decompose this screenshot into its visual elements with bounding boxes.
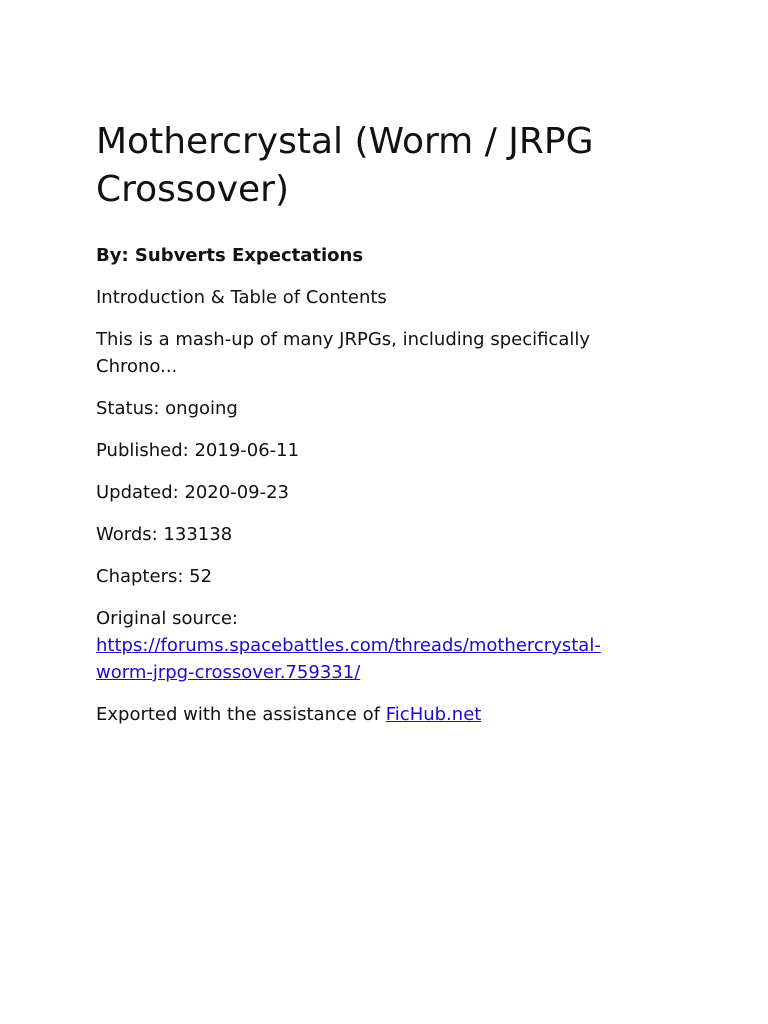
toc-heading: Introduction & Table of Contents <box>96 287 387 308</box>
source-link-line1: https://forums.spacebattles.com/threads/mothercrystal- <box>96 635 601 656</box>
author-line: By: Subverts Expectations <box>96 245 364 266</box>
source-block <box>96 605 672 686</box>
status-text: Status: ongoing <box>96 398 238 419</box>
fichub-link[interactable]: FicHub.net <box>385 704 482 725</box>
published-date: Published: 2019-06-11 <box>96 440 300 461</box>
word-count: Words: 133138 <box>96 524 233 545</box>
source-link[interactable] <box>96 635 601 683</box>
summary-text: This is a mash-up of many JRPGs, including specifically Chrono... <box>96 329 591 377</box>
export-credit <box>96 701 672 728</box>
updated-date: Updated: 2020-09-23 <box>96 482 290 503</box>
chapter-count: Chapters: 52 <box>96 566 213 587</box>
document-title: Mothercrystal (Worm / JRPG Crossover) <box>96 121 594 210</box>
export-prefix: Exported with the assistance of <box>96 704 386 725</box>
source-link-line2: worm-jrpg-crossover.759331/ <box>96 662 361 683</box>
source-label: Original source: <box>96 608 238 629</box>
